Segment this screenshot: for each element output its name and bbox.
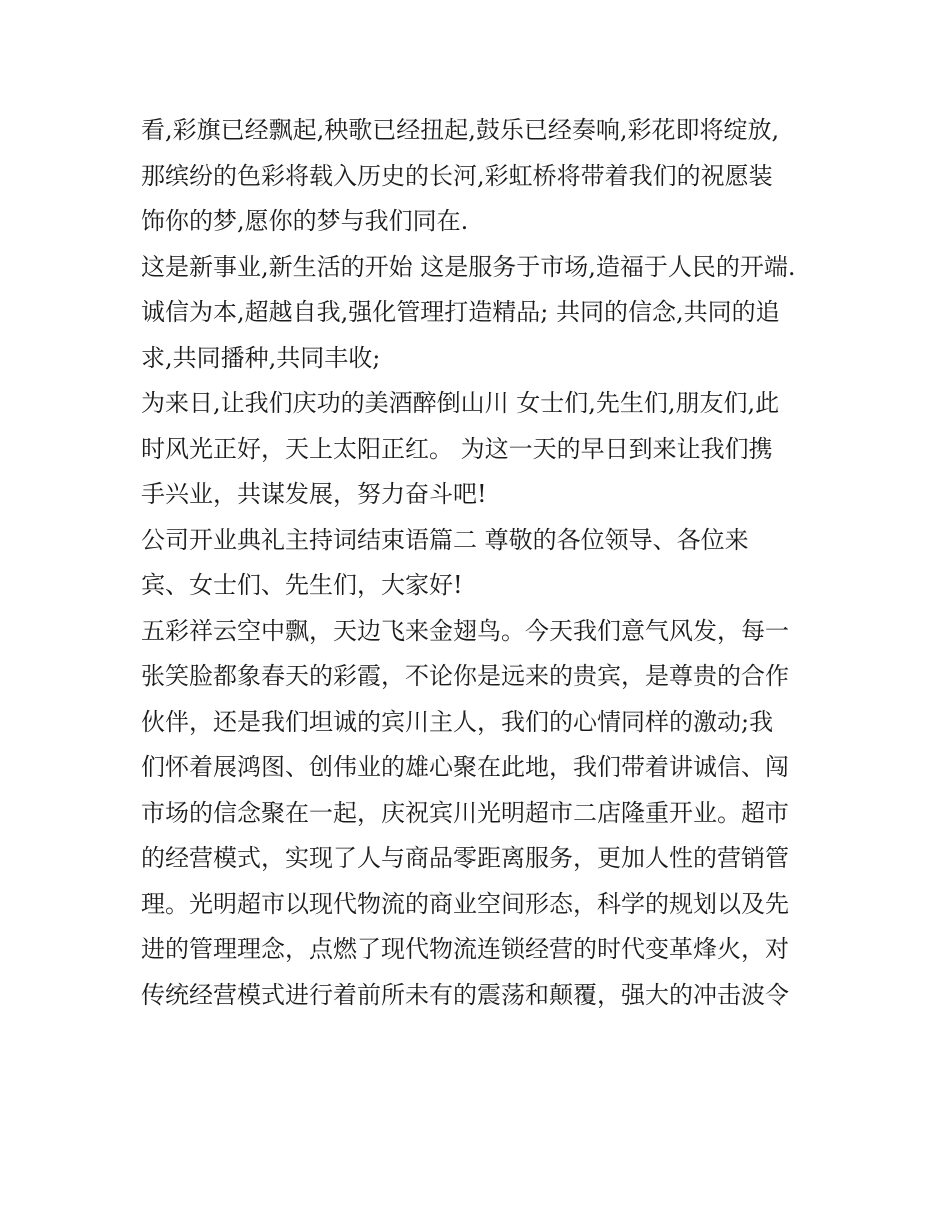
text-line: 伙伴，还是我们坦诚的宾川主人，我们的心情同样的激动;我 [141,707,774,736]
text-line: 求,共同播种,共同丰收; [141,343,381,372]
text-line: 饰你的梦,愿你的梦与我们同在. [141,207,469,235]
text-line: 宾、女士们、先生们，大家好! [141,571,463,599]
text-line: 传统经营模式进行着前所未有的震荡和颠覆，强大的冲击波令 [141,980,789,1009]
text-line: 张笑脸都象春天的彩霞，不论你是远来的贵宾，是尊贵的合作 [141,662,789,690]
text-line: 的经营模式，实现了人与商品零距离服务，更加人性的营销管 [141,844,789,872]
text-line: 手兴业，共谋发展，努力奋斗吧! [141,480,487,508]
body-text [141,108,821,1018]
text-line: 公司开业典礼主持词结束语篇二 尊敬的各位领导、各位来 [141,525,749,554]
text-line: 们怀着展鸿图、创伟业的雄心聚在此地，我们带着讲诚信、闯 [141,753,789,781]
text-line: 五彩祥云空中飘，天边飞来金翅鸟。今天我们意气风发，每一 [141,616,789,645]
text-line: 进的管理理念，点燃了现代物流连锁经营的时代变革烽火，对 [141,935,789,963]
text-line: 这是新事业,新生活的开始 这是服务于市场,造福于人民的开端. [141,252,796,281]
text-line: 市场的信念聚在一起，庆祝宾川光明超市二店隆重开业。超市 [141,798,789,827]
text-line: 那缤纷的色彩将载入历史的长河,彩虹桥将带着我们的祝愿装 [141,161,773,190]
text-line: 时风光正好，天上太阳正红。 为这一天的早日到来让我们携 [141,434,773,463]
text-line: 诚信为本,超越自我,强化管理打造精品; 共同的信念,共同的追 [141,298,780,326]
text-line: 看,彩旗已经飘起,秧歌已经扭起,鼓乐已经奏响,彩花即将绽放, [141,116,780,144]
text-line: 为来日,让我们庆功的美酒醉倒山川 女士们,先生们,朋友们,此 [141,389,780,417]
text-line: 理。光明超市以现代物流的商业空间形态，科学的规划以及先 [141,889,789,918]
